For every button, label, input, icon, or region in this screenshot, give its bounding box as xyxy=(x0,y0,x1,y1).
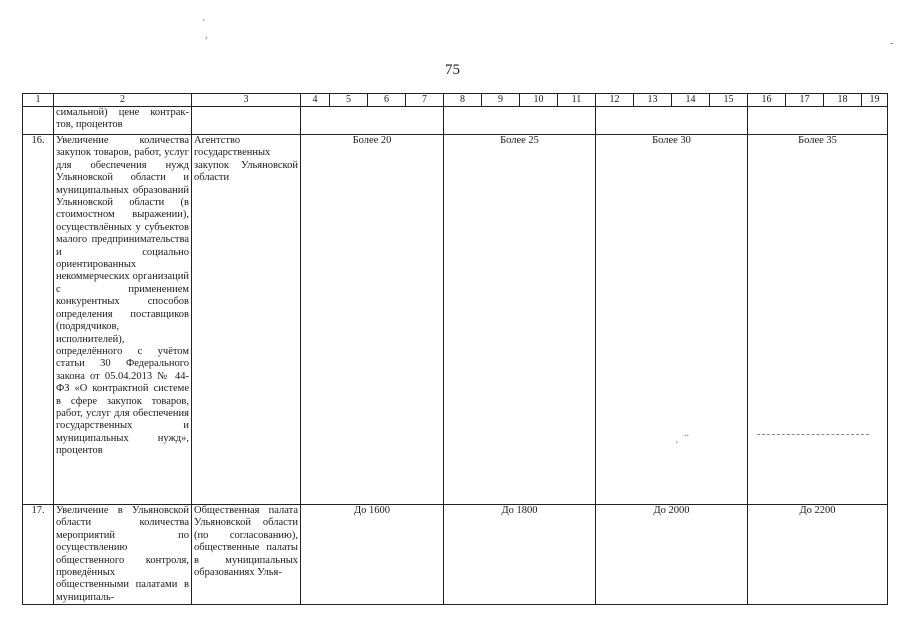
column-number: 10 xyxy=(520,94,558,107)
column-number: 9 xyxy=(482,94,520,107)
column-number: 15 xyxy=(710,94,748,107)
value-cell xyxy=(444,107,596,135)
target-value: Более 35 xyxy=(748,135,888,505)
page-number: 75 xyxy=(445,62,460,78)
target-value: До 1800 xyxy=(444,505,596,605)
scan-artifact-line xyxy=(757,434,869,435)
continuation-row xyxy=(23,107,888,135)
target-value: Более 25 xyxy=(444,135,596,505)
indicators-table xyxy=(22,93,888,605)
responsible-party xyxy=(192,107,301,135)
value-cell xyxy=(748,107,888,135)
indicator-description: Увеличение количества закупок товаров, работ, услуг для обеспечения нужд Ульяновской области и муниципальных образований Ульяновской области (в стоимостном выражении), осуществлённых у субъектов малого предпринимательства и социально ориентированных некоммерческих организаций с применением конкурентных способов определения поставщиков (подрядчиков, исполнителей), определённого с учётом статьи 30 Федерального закона от 05.04.2013 № 44-ФЗ «О контрактной системе в сфере закупок товаров, работ, услуг для обеспечения государственных и муниципальных нужд», процентов xyxy=(54,135,192,505)
target-value: До 2200 xyxy=(748,505,888,605)
column-number: 6 xyxy=(368,94,406,107)
scan-speck: ' xyxy=(203,18,205,29)
column-number: 7 xyxy=(406,94,444,107)
target-value: Более 20 xyxy=(301,135,444,505)
row-number: 16. xyxy=(23,135,54,505)
column-number: 14 xyxy=(672,94,710,107)
column-number: 5 xyxy=(330,94,368,107)
table-row xyxy=(23,505,888,605)
target-value: До 2000 xyxy=(596,505,748,605)
scan-speck: .. xyxy=(684,428,689,439)
scan-speck: , xyxy=(205,30,208,41)
target-value: До 1600 xyxy=(301,505,444,605)
column-number: 1 xyxy=(23,94,54,107)
responsible-party: Общественная палата Ульяновской области (по согласованию), общественные палаты в муниципальных образованиях Улья- xyxy=(192,505,301,605)
column-number: 12 xyxy=(596,94,634,107)
row-number: 17. xyxy=(23,505,54,605)
column-number: 18 xyxy=(824,94,862,107)
column-number: 17 xyxy=(786,94,824,107)
value-cell xyxy=(301,107,444,135)
indicator-description: Увеличение в Ульяновской области количества мероприятий по осуществлению общественного контроля, проведённых общественными палатами в муниципаль- xyxy=(54,505,192,605)
column-number: 11 xyxy=(558,94,596,107)
indicator-description: симальной) цене контрак-тов, процентов xyxy=(54,107,192,135)
target-value: Более 30 xyxy=(596,135,748,505)
column-number: 3 xyxy=(192,94,301,107)
column-number: 4 xyxy=(301,94,330,107)
responsible-party: Агентство государственных закупок Ульяновской области xyxy=(192,135,301,505)
column-number: 2 xyxy=(54,94,192,107)
column-number: 16 xyxy=(748,94,786,107)
row-number xyxy=(23,107,54,135)
column-number: 8 xyxy=(444,94,482,107)
scan-speck: - xyxy=(890,38,894,49)
table-row xyxy=(23,135,888,505)
value-cell xyxy=(596,107,748,135)
scan-speck: ' xyxy=(676,440,678,451)
column-number: 19 xyxy=(862,94,888,107)
column-number-row xyxy=(23,94,888,107)
column-number: 13 xyxy=(634,94,672,107)
